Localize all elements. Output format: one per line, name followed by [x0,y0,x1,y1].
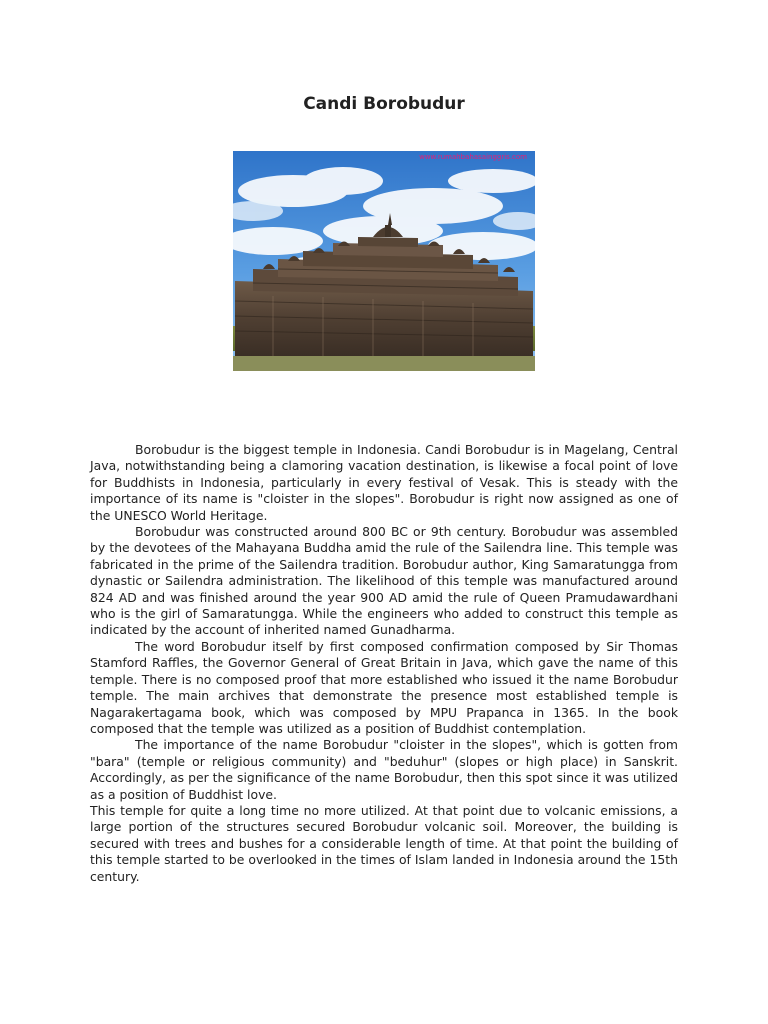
paragraph-1: Borobudur is the biggest temple in Indonesia. Candi Borobudur is in Magelang, Central Java, notwithstanding being a clamoring vacation destination, is likewise a focal point of love for Buddhists in Indonesia, particularly in every festival of Vesak. This is steady with the importance of its name is "cloister in the slopes". Borobudur is right now assigned as one of the UNESCO World Heritage. [90,442,678,523]
temple-illustration [233,151,535,371]
image-watermark: www.rumahbahasainggris.com [419,153,527,161]
paragraph-5: This temple for quite a long time no more utilized. At that point due to volcanic emissions, a large portion of the structures secured Borobudur volcanic soil. Moreover, the building is secured with trees and bushes for a considerable length of time. At that point the building of this temple started to be overlooked in the times of Islam landed in Indonesia around the 15th century. [90,802,678,884]
paragraph-2: Borobudur was constructed around 800 BC or 9th century. Borobudur was assembled by the devotees of the Mahayana Buddha amid the rule of the Sailendra line. This temple was fabricated in the prime of the Sailendra tradition. Borobudur author, King Samaratungga from dynastic or Sailendra administration. The likelihood of this temple was manufactured around 824 AD and was finished around the year 900 AD amid the rule of Queen Pramudawardhani who is the girl of Samaratungga. While the engineers who added to construct this temple as indicated by the account of inherited named Gunadharma. [90,524,678,638]
page-title: Candi Borobudur [303,94,465,114]
article-body [90,442,678,885]
paragraph-4: The importance of the name Borobudur "cloister in the slopes", which is gotten from "bara" (temple or religious community) and "beduhur" (slopes or high place) in Sanskrit. Accordingly, as per the significance of the name Borobudur, then this spot since it was utilized as a position of Buddhist love. [90,737,678,802]
borobudur-photo [233,151,535,371]
paragraph-3: The word Borobudur itself by first composed confirmation composed by Sir Thomas Stamford Raffles, the Governor General of Great Britain in Java, which gave the name of this temple. There is no composed proof that more established who issued it the name Borobudur temple. The main archives that demonstrate the presence most established temple is Nagarakertagama book, which was composed by MPU Prapanca in 1365. In the book composed that the temple was utilized as a position of Buddhist contemplation. [90,638,678,736]
